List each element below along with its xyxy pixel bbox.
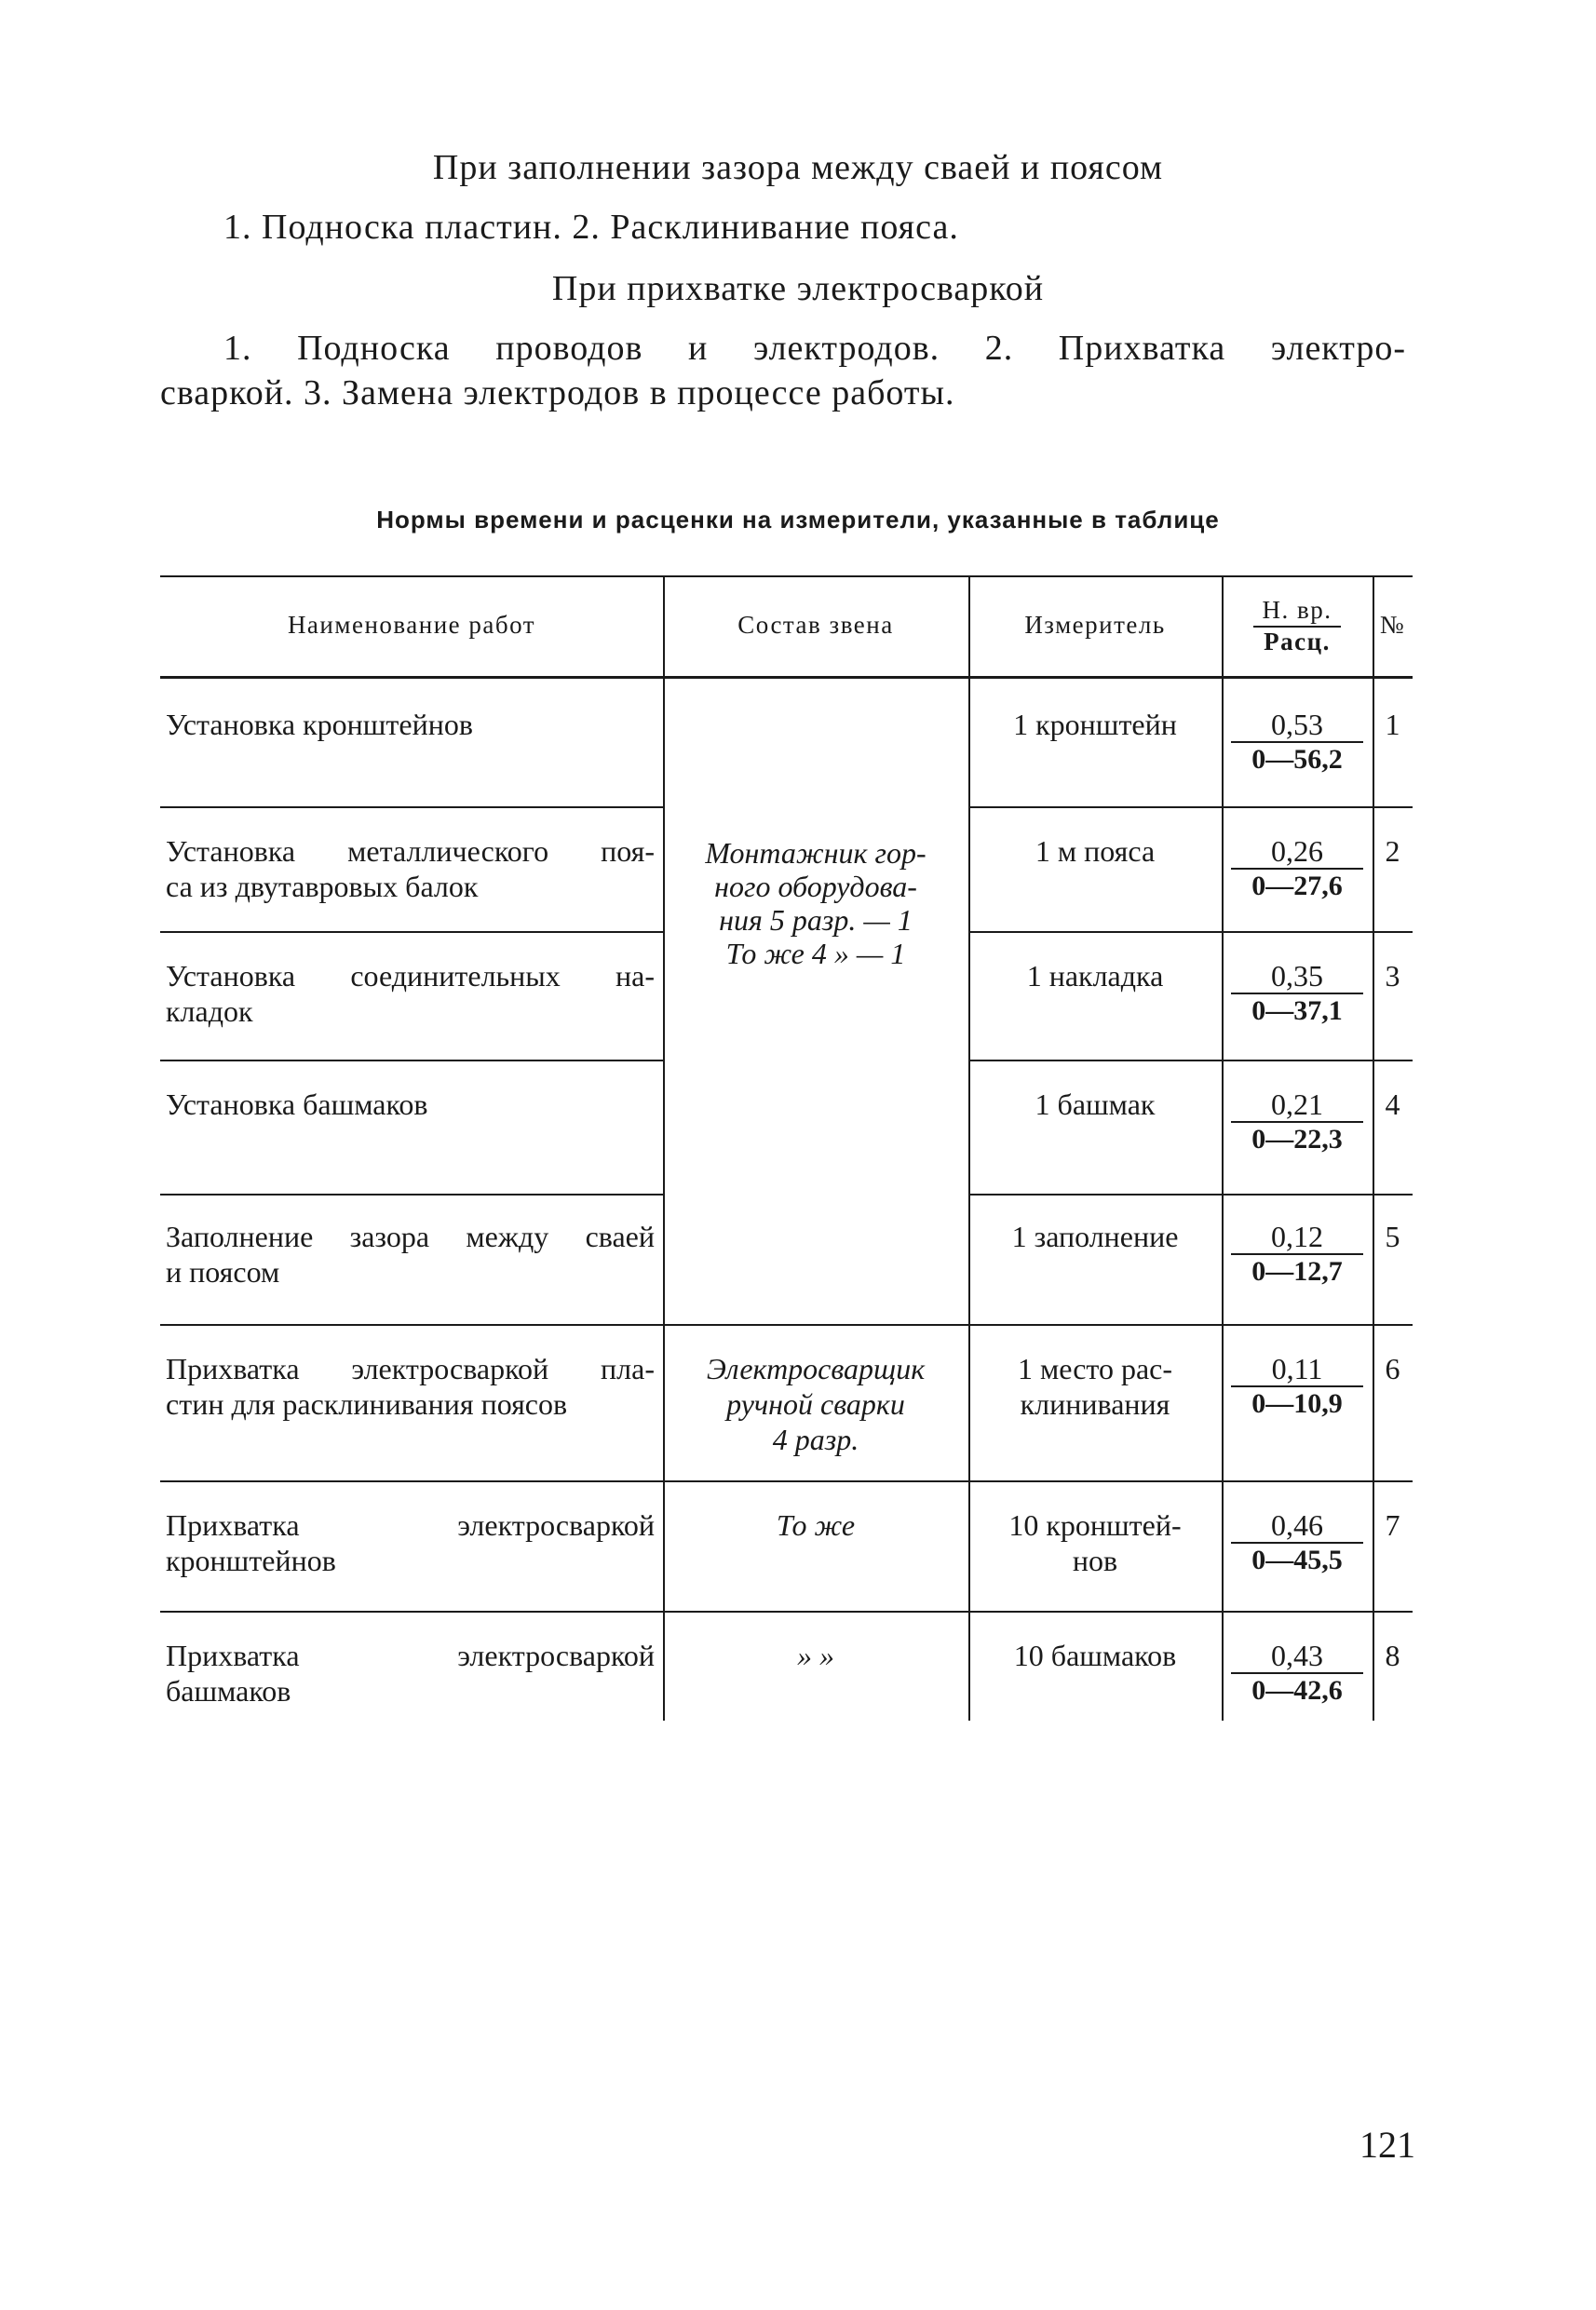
row-rate: 0—27,6 bbox=[1251, 871, 1343, 901]
row-rate: 0—56,2 bbox=[1251, 744, 1343, 775]
row-name: Прихватка электросваркой bbox=[166, 1508, 655, 1542]
row-number: 1 bbox=[1385, 708, 1400, 741]
row-rule-6 bbox=[160, 1480, 1413, 1482]
row-name: Заполнение зазора между сваей bbox=[166, 1220, 655, 1253]
row-unit: клинивания bbox=[1020, 1387, 1170, 1421]
crew-merged-cell bbox=[663, 836, 968, 970]
welding-steps-line-2: сваркой. 3. Замена электродов в процессе работы. bbox=[160, 373, 955, 412]
row-name: и поясом bbox=[166, 1255, 280, 1289]
row-rule-7 bbox=[160, 1611, 1413, 1613]
row-name: Установка металлического поя- bbox=[166, 834, 655, 868]
section-heading-gap-filling: При заполнении зазора между сваей и поясом bbox=[432, 148, 1164, 187]
row-name: Прихватка электросваркой пла- bbox=[166, 1352, 655, 1385]
row-crew: Электросварщик bbox=[706, 1352, 926, 1385]
row-norm-time: 0,53 bbox=[1271, 708, 1323, 741]
row-name: Установка соединительных на- bbox=[166, 959, 655, 993]
crew-line: То же 4 » — 1 bbox=[725, 937, 906, 970]
row-unit: 10 кронштей- bbox=[1008, 1508, 1182, 1542]
section-heading-welding: При прихватке электросваркой bbox=[551, 269, 1045, 308]
row-unit: 1 м пояса bbox=[1035, 834, 1156, 868]
header-crew: Состав звена bbox=[737, 611, 894, 639]
row-rule-3-right bbox=[968, 1060, 1413, 1061]
row-name: са из двутавровых балок bbox=[166, 870, 479, 903]
welding-steps-line-1: 1. Подноска проводов и электродов. 2. Прихватка электро- bbox=[223, 329, 1406, 368]
row-unit: 1 накладка bbox=[1026, 959, 1164, 993]
row-rule-1-left bbox=[160, 806, 663, 808]
row-rule-2-left bbox=[160, 931, 663, 933]
row-norm-time: 0,21 bbox=[1271, 1087, 1323, 1121]
row-norm-time: 0,46 bbox=[1271, 1508, 1323, 1542]
header-name: Наименование работ bbox=[287, 611, 536, 639]
row-name: Установка кронштейнов bbox=[166, 708, 473, 741]
row-rate: 0—42,6 bbox=[1251, 1675, 1343, 1706]
row-rule-4-left bbox=[160, 1194, 663, 1196]
row-unit: нов bbox=[1072, 1544, 1118, 1577]
row-rule-1-right bbox=[968, 806, 1413, 808]
row-number: 8 bbox=[1385, 1639, 1400, 1672]
row-name: башмаков bbox=[166, 1674, 291, 1708]
row-rule-5 bbox=[160, 1324, 1413, 1326]
row-norm-time: 0,43 bbox=[1271, 1639, 1323, 1672]
header-rate: Расц. bbox=[1264, 628, 1331, 655]
table-vrule-1 bbox=[663, 575, 665, 1721]
row-norm-time: 0,35 bbox=[1271, 959, 1323, 993]
row-rate: 0—10,9 bbox=[1251, 1388, 1343, 1419]
row-name: Прихватка электросваркой bbox=[166, 1639, 655, 1672]
row-norm-time: 0,12 bbox=[1271, 1220, 1323, 1253]
row-number: 5 bbox=[1385, 1220, 1400, 1253]
row-rate: 0—45,5 bbox=[1251, 1545, 1343, 1575]
header-unit: Измеритель bbox=[1024, 611, 1166, 639]
row-rate: 0—22,3 bbox=[1251, 1124, 1343, 1155]
row-unit: 1 заполнение bbox=[1011, 1220, 1179, 1253]
row-crew: 4 разр. bbox=[772, 1423, 859, 1456]
page-number: 121 bbox=[1359, 2124, 1415, 2166]
row-crew: То же bbox=[776, 1508, 856, 1542]
table-vrule-4 bbox=[1373, 575, 1374, 1721]
row-number: 7 bbox=[1385, 1508, 1400, 1542]
table-vrule-3 bbox=[1222, 575, 1224, 1721]
row-unit: 1 место рас- bbox=[1017, 1352, 1173, 1385]
row-rate: 0—37,1 bbox=[1251, 995, 1343, 1026]
row-number: 6 bbox=[1385, 1352, 1400, 1385]
row-norm-time: 0,26 bbox=[1271, 834, 1323, 868]
header-number: № bbox=[1379, 611, 1406, 639]
row-name: кронштейнов bbox=[166, 1544, 336, 1577]
table-header-rule bbox=[160, 676, 1413, 679]
row-number: 4 bbox=[1385, 1087, 1400, 1121]
header-norm-time: Н. вр. bbox=[1262, 596, 1332, 624]
row-number: 2 bbox=[1385, 834, 1400, 868]
crew-line: ного оборудова- bbox=[714, 870, 917, 903]
row-unit: 1 кронштейн bbox=[1013, 708, 1177, 741]
row-name: Установка башмаков bbox=[166, 1087, 428, 1121]
row-number: 3 bbox=[1385, 959, 1400, 993]
table-top-rule bbox=[160, 575, 1413, 577]
gap-filling-steps: 1. Подноска пластин. 2. Расклинивание пояса. bbox=[223, 208, 959, 247]
row-unit: 10 башмаков bbox=[1013, 1639, 1177, 1672]
row-rule-4-right bbox=[968, 1194, 1413, 1196]
row-rule-2-right bbox=[968, 931, 1413, 933]
table-title: Нормы времени и расценки на измерители, указанные в таблице bbox=[376, 506, 1220, 534]
row-name: стин для расклинивания поясов bbox=[166, 1387, 568, 1421]
row-rate: 0—12,7 bbox=[1251, 1256, 1343, 1287]
row-norm-time: 0,11 bbox=[1271, 1352, 1323, 1385]
row-unit: 1 башмак bbox=[1035, 1087, 1156, 1121]
row-crew: ручной сварки bbox=[726, 1387, 905, 1421]
crew-line: ния 5 разр. — 1 bbox=[719, 903, 913, 937]
row-crew: » » bbox=[797, 1639, 834, 1672]
row-name: кладок bbox=[166, 994, 253, 1028]
crew-line: Монтажник гор- bbox=[705, 836, 926, 870]
row-rule-3-left bbox=[160, 1060, 663, 1061]
